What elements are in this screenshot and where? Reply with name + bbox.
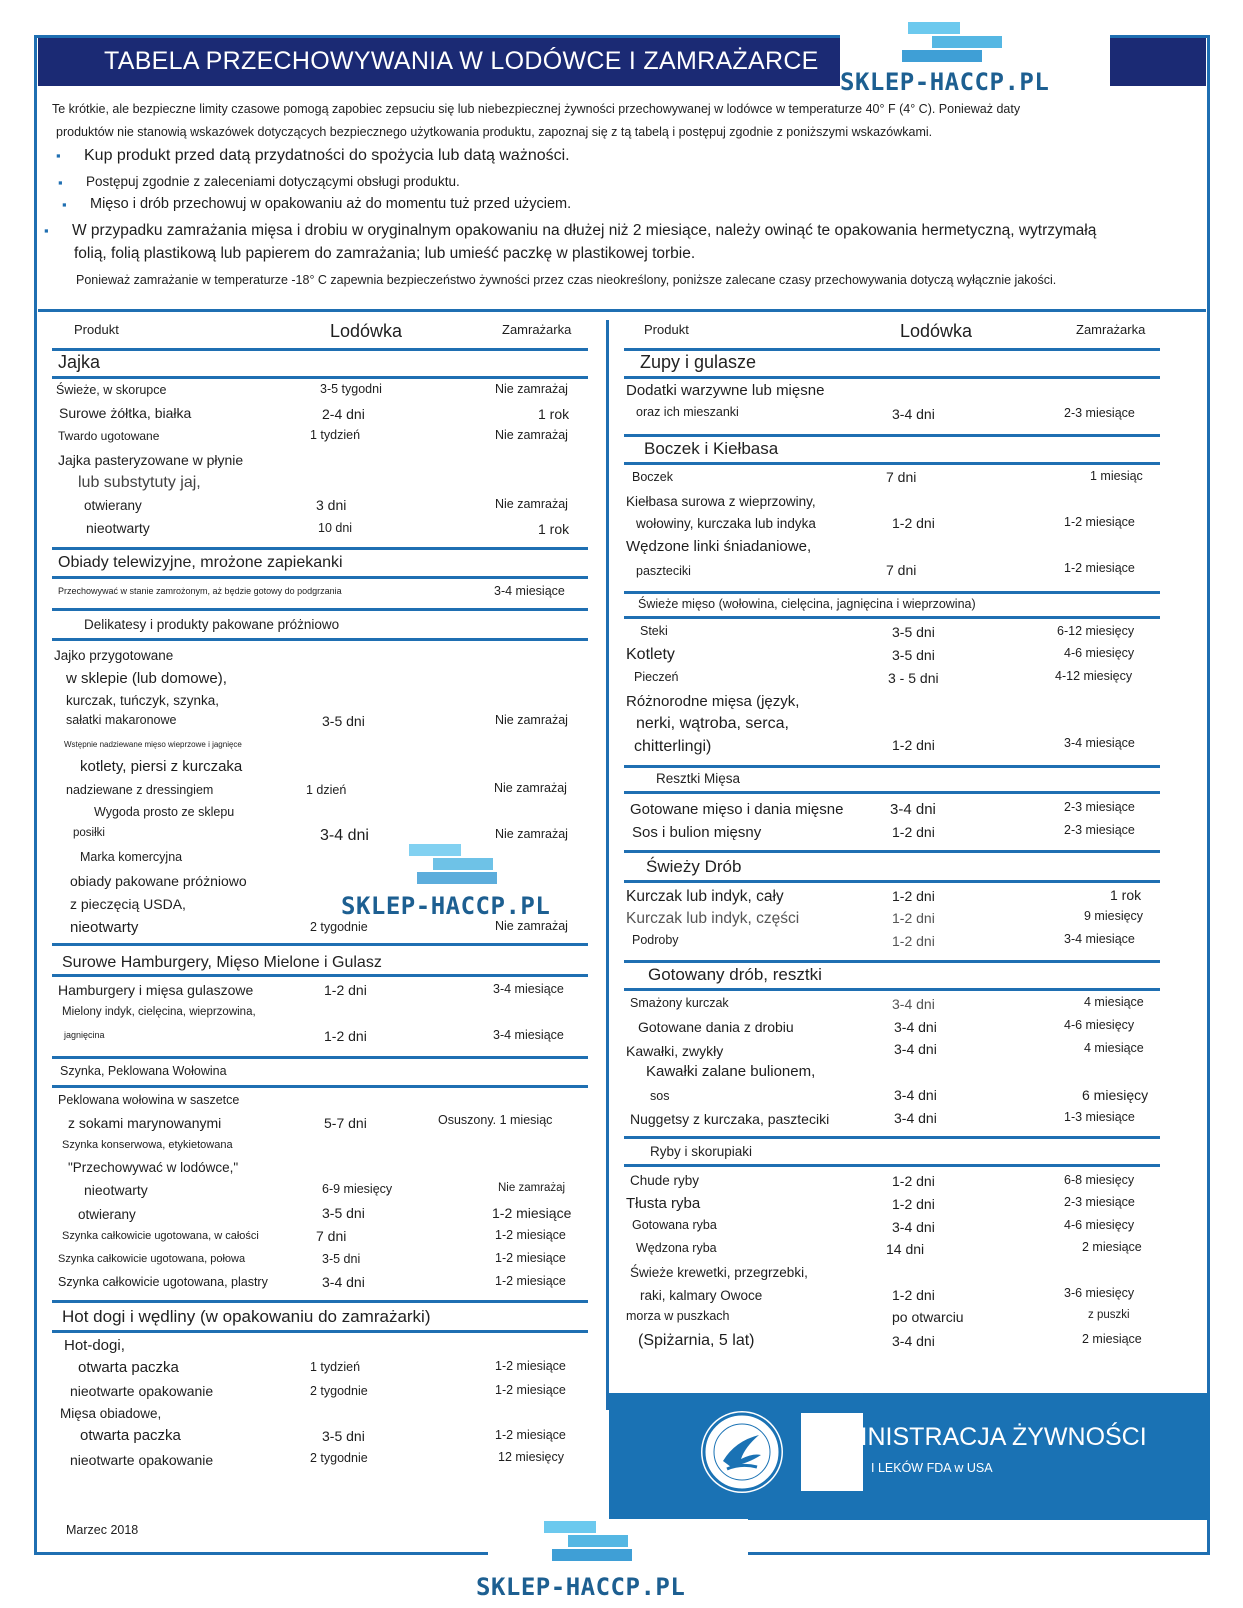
- row-label: raki, kalmary Owoce: [640, 1288, 763, 1303]
- row-freezer: 2-3 miesiące: [1064, 1195, 1135, 1209]
- row-fridge: 3-4 dni: [894, 1019, 937, 1035]
- header-product: Produkt: [74, 322, 119, 337]
- row-freezer: 1 rok: [538, 521, 570, 537]
- hhs-seal-icon: [701, 1411, 783, 1493]
- row-fridge: 2 tygodnie: [310, 1384, 368, 1398]
- row-label: kotlety, piersi z kurczaka: [80, 758, 243, 775]
- row-label: nadziewane z dressingiem: [66, 783, 214, 797]
- section-eggs: Jajka: [58, 352, 101, 372]
- row-label: Kiełbasa surowa z wieprzowiny,: [626, 494, 816, 509]
- row-freezer: 3-4 miesiące: [494, 584, 565, 598]
- row-fridge: 3 dni: [316, 497, 347, 513]
- row-label: Przechowywać w stanie zamrożonym, aż będzie gotowy do podgrzania: [58, 586, 342, 596]
- publication-date: Marzec 2018: [66, 1523, 139, 1537]
- row-label: Steki: [640, 624, 668, 638]
- row-label: Szynka całkowicie ugotowana, w całości: [62, 1230, 259, 1242]
- row-freezer: 1-2 miesiące: [495, 1274, 566, 1288]
- row-fridge: 3-5 dni: [322, 1252, 361, 1266]
- row-label: sos: [650, 1089, 670, 1103]
- row-freezer: 6 miesięcy: [1082, 1087, 1149, 1103]
- row-freezer: 4-12 miesięcy: [1055, 669, 1133, 683]
- section-fresh-meat: Świeże mięso (wołowina, cielęcina, jagnięcina i wieprzowina): [638, 597, 976, 611]
- row-label: Marka komercyjna: [80, 850, 183, 864]
- row-fridge: 3-5 dni: [892, 647, 935, 663]
- bullet-4-cont: folią, folią plastikową lub papierem do zamrażania; lub umieść paczkę w plastikowej torbie.: [74, 245, 696, 262]
- row-label: Mięsa obiadowe,: [60, 1406, 162, 1421]
- section-deli: Delikatesy i produkty pakowane próżniowo: [84, 617, 340, 632]
- row-label: z sokami marynowanymi: [68, 1115, 222, 1131]
- row-label: (Spiżarnia, 5 lat): [638, 1332, 755, 1349]
- row-label: posiłki: [73, 827, 105, 839]
- row-freezer: 4 miesiące: [1084, 1041, 1144, 1055]
- row-label: z pieczęcią USDA,: [70, 896, 186, 912]
- section-leftover-meat: Resztki Mięsa: [656, 771, 741, 786]
- row-fridge: 1 tydzień: [310, 1360, 361, 1374]
- row-fridge: 1-2 dni: [892, 737, 935, 753]
- row-label: Boczek: [632, 470, 673, 484]
- row-label: Wstępnie nadziewane mięso wieprzowe i jagnięce: [64, 740, 242, 749]
- row-freezer: Nie zamrażaj: [498, 1182, 566, 1194]
- row-label: paszteciki: [636, 564, 691, 578]
- row-fridge: 1-2 dni: [324, 1028, 367, 1044]
- bullet-1: ▪ Kup produkt przed datą przydatności do spożycia lub datą ważności.: [84, 147, 570, 165]
- row-label: oraz ich mieszanki: [636, 405, 739, 419]
- row-freezer: 3-4 miesiące: [1064, 736, 1135, 750]
- row-fridge: 3-5 dni: [322, 713, 365, 729]
- row-fridge: 3-4 dni: [322, 1274, 365, 1290]
- section-tv-dinners: Obiady telewizyjne, mrożone zapiekanki: [58, 554, 343, 571]
- row-label: Szynka całkowicie ugotowana, połowa: [58, 1253, 246, 1265]
- row-freezer: 6-8 miesięcy: [1064, 1173, 1135, 1187]
- row-freezer: 2-3 miesiące: [1064, 800, 1135, 814]
- row-fridge: 1-2 dni: [892, 933, 935, 949]
- row-freezer: Osuszony. 1 miesiąc: [438, 1113, 553, 1127]
- header-freezer: Zamrażarka: [502, 322, 572, 337]
- row-freezer: 4-6 miesięcy: [1064, 1218, 1135, 1232]
- row-freezer: 1-2 miesiące: [492, 1205, 572, 1221]
- row-freezer: Nie zamrażaj: [495, 382, 568, 396]
- section-fresh-poultry: Świeży Drób: [646, 857, 742, 876]
- row-label: otwierany: [84, 498, 142, 513]
- row-label: otwarta paczka: [80, 1427, 181, 1444]
- header-freezer: Zamrażarka: [1076, 322, 1146, 337]
- row-freezer: 3-6 miesięcy: [1064, 1286, 1135, 1300]
- row-freezer: 3-4 miesiące: [1064, 932, 1135, 946]
- header-product: Produkt: [644, 322, 689, 337]
- row-label: nieotwarty: [70, 919, 139, 936]
- intro-line-1: Te krótkie, ale bezpieczne limity czasowe pomogą zapobiec zepsuciu się lub niebezpiecznej żywności przechowywanej w lodówce w temperaturze 40° F (4° C). Ponieważ daty: [52, 102, 1021, 116]
- row-label: lub substytuty jaj,: [78, 474, 201, 491]
- row-freezer: 3-4 miesiące: [493, 982, 564, 996]
- row-fridge: 3-5 dni: [892, 624, 935, 640]
- row-label: jagnięcina: [64, 1030, 105, 1040]
- row-label: Kurczak lub indyk, cały: [626, 888, 784, 905]
- watermark-text: SKLEP-HACCP.PL: [476, 1573, 686, 1601]
- section-fish: Ryby i skorupiaki: [650, 1144, 753, 1159]
- row-freezer: 1 rok: [1110, 887, 1142, 903]
- row-label: Dodatki warzywne lub mięsne: [626, 382, 825, 399]
- row-label: otwierany: [78, 1207, 136, 1222]
- row-label: Twardo ugotowane: [58, 429, 160, 443]
- row-label: Szynka całkowicie ugotowana, plastry: [58, 1275, 268, 1289]
- row-label: Hamburgery i mięsa gulaszowe: [58, 982, 254, 998]
- section-burgers: Surowe Hamburgery, Mięso Mielone i Gulasz: [62, 954, 382, 971]
- row-freezer: 1-2 miesiące: [495, 1383, 566, 1397]
- row-label: Gotowane dania z drobiu: [638, 1019, 794, 1035]
- row-fridge: 6-9 miesięcy: [322, 1182, 393, 1196]
- header-fridge: Lodówka: [330, 321, 403, 341]
- row-label: morza w puszkach: [626, 1309, 730, 1323]
- row-fridge: 3-4 dni: [892, 996, 935, 1012]
- row-label: Smażony kurczak: [630, 996, 729, 1010]
- row-fridge: 2 tygodnie: [310, 920, 368, 934]
- row-fridge: 7 dni: [886, 469, 917, 485]
- row-label: Kawałki zalane bulionem,: [646, 1063, 816, 1080]
- watermark-text: SKLEP-HACCP.PL: [840, 68, 1050, 96]
- section-cooked-poultry: Gotowany drób, resztki: [648, 965, 822, 984]
- row-label: chitterlingi): [634, 738, 712, 755]
- row-label: Wygoda prosto ze sklepu: [94, 805, 235, 819]
- row-freezer: Nie zamrażaj: [495, 919, 568, 933]
- row-freezer: Nie zamrażaj: [495, 827, 568, 841]
- row-label: Hot-dogi,: [64, 1337, 125, 1354]
- intro-line-2: produktów nie stanowią wskazówek dotyczących bezpiecznego użytkowania produktu, zapoznaj się z tą tabelą i postępuj zgodnie z poniższymi wskazówkami.: [56, 125, 933, 139]
- row-fridge: 7 dni: [316, 1228, 347, 1244]
- section-ham: Szynka, Peklowana Wołowina: [60, 1064, 227, 1078]
- row-freezer: 4-6 miesięcy: [1064, 646, 1135, 660]
- row-fridge: 5-7 dni: [324, 1115, 367, 1131]
- row-freezer: Nie zamrażaj: [495, 497, 568, 511]
- row-freezer: 1-2 miesiące: [1064, 561, 1135, 575]
- row-freezer: 3-4 miesiące: [493, 1028, 564, 1042]
- bullet-2: ▪ Postępuj zgodnie z zaleceniami dotyczącymi obsługi produktu.: [86, 174, 460, 189]
- row-fridge: 1-2 dni: [892, 888, 935, 904]
- row-freezer: 1-2 miesiące: [495, 1228, 566, 1242]
- row-label: Nuggetsy z kurczaka, paszteciki: [630, 1111, 830, 1127]
- row-fridge: 3-4 dni: [894, 1041, 937, 1057]
- fda-banner: [609, 1393, 1210, 1520]
- row-fridge: 7 dni: [886, 562, 917, 578]
- row-label: Pieczeń: [634, 670, 679, 684]
- row-freezer: 4-6 miesięcy: [1064, 1018, 1135, 1032]
- row-freezer: 1-3 miesiące: [1064, 1110, 1135, 1124]
- row-label: Chude ryby: [630, 1173, 700, 1188]
- row-freezer: 2-3 miesiące: [1064, 823, 1135, 837]
- bullet-4: ▪ W przypadku zamrażania mięsa i drobiu w oryginalnym opakowaniu na dłużej niż 2 miesiące, należy owinąć te opakowania hermetyczną, wytrzymałą: [72, 222, 1096, 240]
- row-freezer: 1-2 miesiące: [1064, 515, 1135, 529]
- bullet-3: ▪ Mięso i drób przechowuj w opakowaniu aż do momentu tuż przed użyciem.: [90, 196, 571, 212]
- row-label: obiady pakowane próżniowo: [70, 873, 247, 889]
- row-label: nieotwarty: [84, 1182, 148, 1198]
- row-freezer: 12 miesięcy: [498, 1450, 564, 1464]
- row-label: nerki, wątroba, serca,: [636, 715, 789, 732]
- row-freezer: 4 miesiące: [1084, 995, 1144, 1009]
- row-fridge: 1 dzień: [306, 783, 347, 797]
- watermark-logo-bottom: [476, 1519, 748, 1608]
- watermark-text: SKLEP-HACCP.PL: [341, 892, 551, 920]
- row-fridge: 1-2 dni: [324, 982, 367, 998]
- row-label: Różnorodne mięsa (język,: [626, 693, 800, 710]
- row-label: Jajka pasteryzowane w płynie: [58, 452, 244, 468]
- row-freezer: z puszki: [1088, 1309, 1130, 1321]
- row-freezer: 2-3 miesiące: [1064, 406, 1135, 420]
- row-freezer: 1-2 miesiące: [495, 1359, 566, 1373]
- right-column: [616, 312, 1206, 1392]
- row-fridge: 3-4 dni: [894, 1087, 937, 1103]
- row-label: otwarta paczka: [78, 1359, 179, 1376]
- row-fridge: 3-4 dni: [892, 1219, 935, 1235]
- row-label: Tłusta ryba: [626, 1195, 701, 1212]
- row-freezer: 1-2 miesiące: [495, 1251, 566, 1265]
- row-fridge: 3-5 tygodni: [320, 382, 382, 396]
- row-freezer: 9 miesięcy: [1084, 909, 1144, 923]
- watermark-logo-middle: [341, 860, 605, 940]
- row-fridge: 1-2 dni: [892, 1287, 935, 1303]
- row-fridge: 2-4 dni: [322, 406, 365, 422]
- row-label: w sklepie (lub domowe),: [66, 670, 227, 687]
- fda-subtitle: I LEKÓW FDA w USA: [871, 1461, 993, 1475]
- row-label: Podroby: [632, 933, 679, 947]
- row-freezer: 1 rok: [538, 406, 570, 422]
- row-fridge: 2 tygodnie: [310, 1451, 368, 1465]
- row-fridge: 3-4 dni: [892, 1333, 935, 1349]
- row-label: nieotwarty: [86, 520, 150, 536]
- row-label: Jajko przygotowane: [54, 648, 174, 663]
- page-title: TABELA PRZECHOWYWANIA W LODÓWCE I ZAMRAŻARCE: [104, 47, 819, 75]
- header-fridge: Lodówka: [900, 321, 973, 341]
- row-freezer: 1 miesiąc: [1090, 469, 1143, 483]
- row-fridge: 3-5 dni: [322, 1428, 365, 1444]
- row-label: Kotlety: [626, 646, 675, 663]
- row-label: Mielony indyk, cielęcina, wieprzowina,: [62, 1006, 256, 1018]
- row-fridge: 3-4 dni: [894, 1110, 937, 1126]
- row-fridge: 3-4 dni: [890, 801, 936, 818]
- row-fridge: 3 - 5 dni: [888, 670, 939, 686]
- row-fridge: 14 dni: [886, 1241, 925, 1257]
- section-hotdogs: Hot dogi i wędliny (w opakowaniu do zamrażarki): [62, 1307, 431, 1326]
- row-fridge: po otwarciu: [892, 1309, 964, 1325]
- row-freezer: Nie zamrażaj: [494, 781, 567, 795]
- row-label: wołowiny, kurczaka lub indyka: [636, 516, 816, 531]
- row-label: "Przechowywać w lodówce,": [68, 1160, 239, 1175]
- row-fridge: 10 dni: [318, 521, 353, 535]
- row-freezer: Nie zamrażaj: [495, 713, 568, 727]
- row-label: Kurczak lub indyk, części: [626, 910, 800, 927]
- row-label: Gotowana ryba: [632, 1218, 717, 1232]
- row-label: Kawałki, zwykły: [626, 1043, 724, 1059]
- row-label: Gotowane mięso i dania mięsne: [630, 801, 844, 818]
- row-label: sałatki makaronowe: [66, 713, 177, 727]
- row-label: kurczak, tuńczyk, szynka,: [66, 693, 220, 708]
- row-freezer: 1-2 miesiące: [495, 1428, 566, 1442]
- fda-title: ADMINISTRACJA ŻYWNOŚCI: [805, 1423, 1147, 1451]
- row-fridge: 1-2 dni: [892, 1196, 935, 1212]
- row-fridge: 1-2 dni: [892, 824, 935, 840]
- row-label: Wędzona ryba: [636, 1241, 717, 1255]
- row-label: Surowe żółtka, białka: [59, 405, 192, 421]
- row-fridge: 3-5 dni: [322, 1205, 365, 1221]
- intro-section: [38, 86, 1206, 312]
- row-label: Peklowana wołowina w saszetce: [58, 1093, 240, 1107]
- row-label: Wędzone linki śniadaniowe,: [626, 538, 812, 555]
- row-freezer: Nie zamrażaj: [495, 428, 568, 442]
- intro-note: Ponieważ zamrażanie w temperaturze -18° C zapewnia bezpieczeństwo żywności przez czas nieokreślony, poniższe zalecane czasy przechowywania dotyczą wyłącznie jakości.: [76, 273, 1057, 287]
- row-fridge: 3-4 dni: [892, 406, 935, 422]
- row-fridge: 1-2 dni: [892, 910, 935, 926]
- row-freezer: 2 miesiące: [1082, 1332, 1142, 1346]
- row-fridge: 3-4 dni: [320, 827, 369, 844]
- row-label: Świeże krewetki, przegrzebki,: [630, 1265, 808, 1280]
- row-label: Sos i bulion mięsny: [632, 824, 762, 841]
- section-bacon: Boczek i Kiełbasa: [644, 439, 779, 458]
- row-fridge: 1-2 dni: [892, 1173, 935, 1189]
- row-fridge: 1 tydzień: [310, 428, 361, 442]
- row-label: nieotwarte opakowanie: [70, 1452, 214, 1468]
- section-soups: Zupy i gulasze: [640, 352, 757, 372]
- row-fridge: 1-2 dni: [892, 515, 935, 531]
- row-label: nieotwarte opakowanie: [70, 1383, 214, 1399]
- row-label: Szynka konserwowa, etykietowana: [62, 1139, 233, 1151]
- row-label: Świeże, w skorupce: [56, 383, 167, 397]
- row-freezer: 6-12 miesięcy: [1057, 624, 1135, 638]
- row-freezer: 2 miesiące: [1082, 1240, 1142, 1254]
